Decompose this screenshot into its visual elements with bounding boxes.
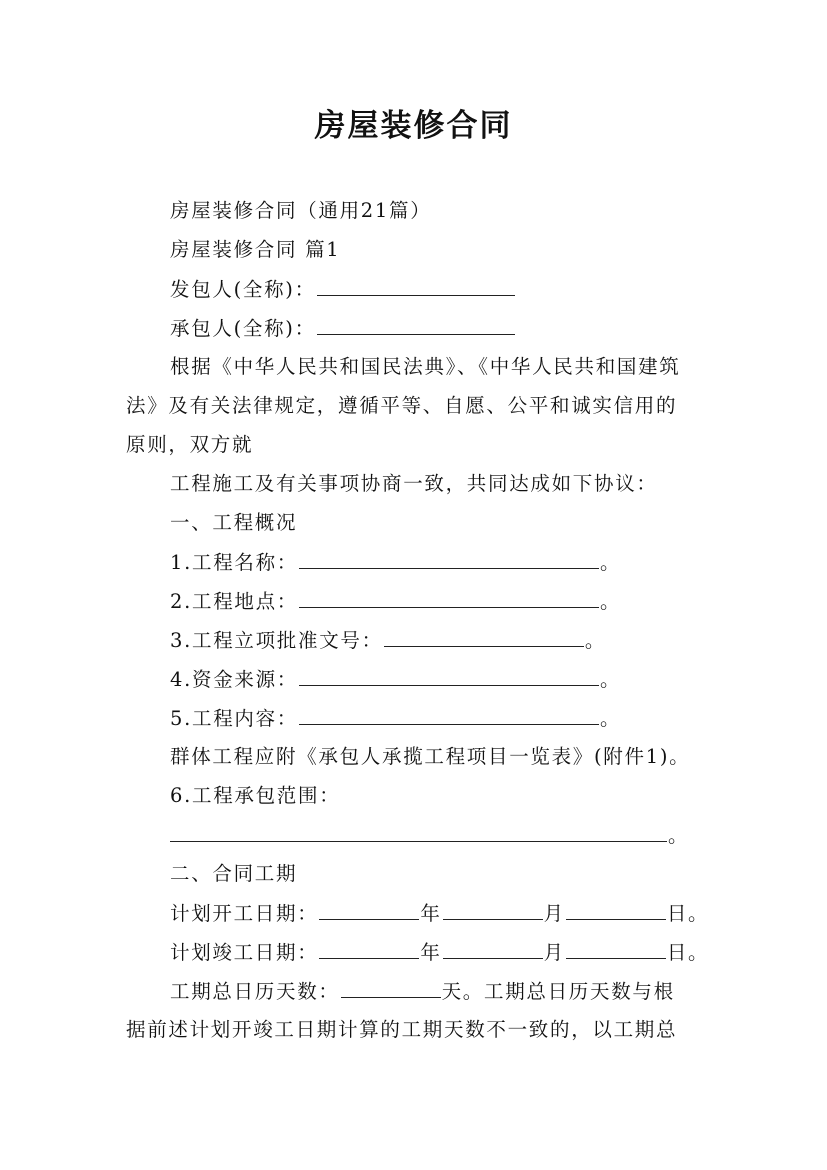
day-blank	[566, 938, 666, 959]
paragraph-line: 法》及有关法律规定，遵循平等、自愿、公平和诚实信用的	[126, 394, 678, 417]
section-heading: 二、合同工期	[170, 862, 298, 885]
fill-blank	[299, 548, 599, 569]
month-blank	[443, 899, 543, 920]
fill-blank	[299, 665, 599, 686]
employer-line: 发包人(全称)：	[170, 275, 516, 304]
subtitle-line: 房屋装修合同（通用21篇）	[170, 199, 432, 222]
project-location-line: 2.工程地点： 。	[170, 587, 621, 616]
fill-blank	[170, 821, 667, 842]
year-blank	[319, 938, 419, 959]
scope-line: 6.工程承包范围：	[170, 784, 341, 807]
paragraph-line: 据前述计划开竣工日期计算的工期天数不一致的，以工期总	[126, 1018, 678, 1041]
scope-blank-line: 。	[170, 821, 689, 850]
funding-source-line: 4.资金来源： 。	[170, 665, 621, 694]
days-blank	[341, 977, 441, 998]
project-name-line: 1.工程名称： 。	[170, 548, 621, 577]
fill-blank	[299, 704, 599, 725]
day-blank	[566, 899, 666, 920]
contractor-blank	[317, 314, 515, 335]
planned-start-line: 计划开工日期： 年 月 日。	[170, 899, 709, 928]
approval-number-line: 3.工程立项批准文号： 。	[170, 626, 606, 655]
month-blank	[443, 938, 543, 959]
paragraph-line: 根据《中华人民共和国民法典》、《中华人民共和国建筑	[170, 355, 681, 378]
contractor-line: 承包人(全称)：	[170, 314, 516, 343]
employer-blank	[317, 275, 515, 296]
paragraph-line: 工程施工及有关事项协商一致，共同达成如下协议：	[170, 472, 658, 495]
planned-completion-line: 计划竣工日期： 年 月 日。	[170, 938, 709, 967]
total-days-line: 工期总日历天数： 天。工期总日历天数与根	[170, 977, 675, 1006]
section-heading: 房屋装修合同 篇1	[170, 238, 341, 261]
project-content-line: 5.工程内容： 。	[170, 704, 621, 733]
fill-blank	[299, 587, 599, 608]
paragraph-line: 原则，双方就	[126, 433, 254, 456]
section-heading: 一、工程概况	[170, 511, 298, 534]
fill-blank	[384, 626, 584, 647]
year-blank	[319, 899, 419, 920]
paragraph-line: 群体工程应附《承包人承揽工程项目一览表》(附件1)。	[170, 745, 691, 768]
document-title: 房屋装修合同	[314, 108, 513, 144]
